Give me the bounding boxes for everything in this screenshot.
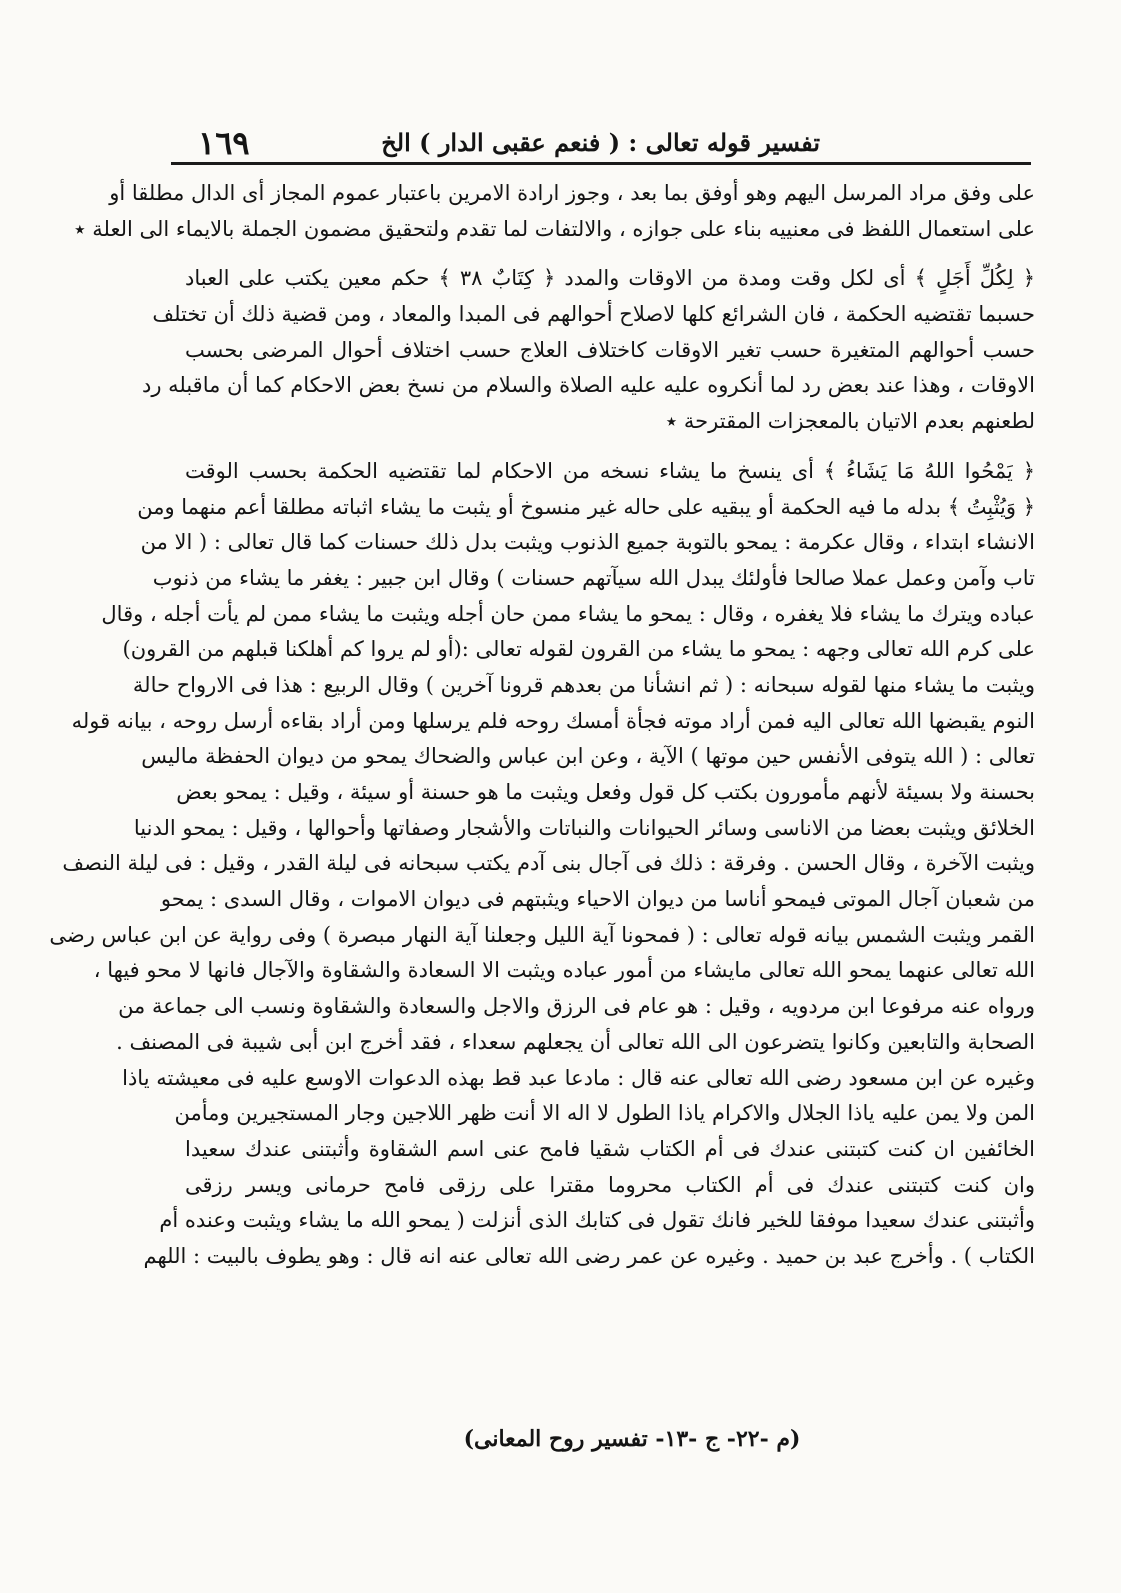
text-line: الخائفين ان كنت كتبتنى عندك فى أم الكتاب شقيا فامح عنى اسم الشقاوة وأثبتنى عندك سعيدا	[185, 1136, 1035, 1161]
text-line: الاوقات ، وهذا عند بعض رد لما أنكروه عليه عليه الصلاة والسلام من نسخ بعض الاحكام كما أن ماقبله رد	[141, 373, 1035, 398]
text-line: الانشاء ابتداء ، وقال عكرمة : يمحو بالتوبة جميع الذنوب ويثبت بدل ذلك حسنات كما قال تعالى : ( الا من	[140, 530, 1035, 555]
header-rule	[171, 162, 1031, 165]
text-line: حسب أحوالهم المتغيرة حسب تغير الاوقات كاختلاف العلاج حسب اختلاف أحوال المرضى بحسب	[185, 337, 1035, 362]
text-line: ﴿ يَمْحُوا اللهُ مَا يَشَاءُ ﴾ أى ينسخ ما يشاء نسخه من الاحكام لما تقتضيه الحكمة بحسب الوقت	[185, 458, 1035, 483]
text-line: وأثبتنى عندك سعيدا موفقا للخير فانك تقول فى كتابك الذى أنزلت ( يمحو الله ما يشاء ويثبت وعنده أم	[159, 1208, 1035, 1233]
text-line: القمر ويثبت الشمس بيانه قوله تعالى : ( فمحونا آية الليل وجعلنا آية النهار مبصرة ) وفى رواية عن ابن عباس رضى	[49, 922, 1035, 947]
running-header	[168, 112, 1030, 162]
text-line: وغيره عن ابن مسعود رضى الله تعالى عنه قال : مادعا عبد قط بهذه الدعوات الاوسع عليه فى معيشته ياذا	[122, 1065, 1035, 1090]
text-line: الخلائق ويثبت بعضا من الاناسى وسائر الحيوانات والنباتات والأشجار وصفاتها وأحوالها ، وقيل : يمحو الدنيا	[133, 815, 1035, 840]
text-line: بحسنة ولا بسيئة لأنهم مأمورون بكتب كل قول وفعل ويثبت ما هو حسنة أو سيئة ، وقيل : يمحو بعض	[176, 780, 1035, 804]
text-line: حسبما تقتضيه الحكمة ، فان الشرائع كلها لاصلاح أحوالهم فى المبدا والمعاد ، ومن قضية ذلك أن تختلف	[152, 302, 1035, 327]
text-line: تعالى : ( الله يتوفى الأنفس حين موتها ) الآية ، وعن ابن عباس والضحاك يمحو من ديوان الحفظة ماليس	[141, 744, 1035, 769]
text-line: ﴿ وَيُثْبِتُ ﴾ بدله ما فيه الحكمة أو يبقيه على حاله غير منسوخ أو يثبت ما يشاء اثباته مطلقا أعم منهما ومن	[137, 494, 1035, 519]
text-line: على استعمال اللفظ فى معنييه بناء على جوازه ، والالتفات لما تقدم ولتحقيق مضمون الجملة بالايماء الى العلة ٭	[74, 216, 1035, 241]
text-line: تاب وآمن وعمل عملا صالحا فأولئك يبدل الله سيآتهم حسنات ) وقال ابن جبير : يغفر ما يشاء من ذنوب	[152, 565, 1035, 590]
text-line: ويثبت ما يشاء منها لقوله سبحانه : ( ثم انشأنا من بعدهم قرونا آخرين ) وقال الربيع : هذا فى الارواح حالة	[132, 672, 1035, 697]
signature-mark: (م -٢٢- ج -١٣- تفسير روح المعانى)	[463, 1426, 801, 1452]
text-line: على وفق مراد المرسل اليهم وهو أوفق بما بعد ، وجوز ارادة الامرين باعتبار عموم المجاز أى الدال مطلقا أو	[109, 181, 1035, 205]
text-line: الله تعالى عنهما يمحو الله تعالى مايشاء من أمور عباده ويثبت الا السعادة والشقاوة والآجال فانها لا محو فيها ،	[93, 958, 1035, 983]
text-line: عباده ويترك ما يشاء فلا يغفره ، وقال : يمحو ما يشاء ممن حان أجله ويثبت ما يشاء ممن لم يأت أجله ، وقال	[101, 601, 1035, 626]
text-line: النوم يقبضها الله تعالى اليه فمن أراد موته فجأة أمسك روحه فلم يرسلها ومن أراد بقاءه أرسل روحه ، بيانه قوله	[71, 708, 1035, 733]
paragraph-gap	[185, 440, 1035, 454]
text-line: لطعنهم بعدم الاتيان بالمعجزات المقترحة ٭	[665, 409, 1035, 434]
page-number: ١٦٩	[198, 124, 250, 162]
text-line: ﴿ لِكُلِّ أَجَلٍ ﴾ أى لكل وقت ومدة من الاوقات والمدد ﴿ كِتَابٌ ٣٨ ﴾ حكم معين يكتب على العباد	[185, 266, 1036, 291]
text-line: ورواه عنه مرفوعا ابن مردويه ، وقيل : هو عام فى الرزق والاجل والسعادة والشقاوة ونسب الى جماعة من	[118, 994, 1035, 1019]
header-title: تفسير قوله تعالى : ( فنعم عقبى الدار ) الخ	[381, 128, 820, 157]
text-line: الكتاب ) . وأخرج عبد بن حميد . وغيره عن عمر رضى الله تعالى عنه انه قال : وهو يطوف بالبيت : اللهم	[143, 1243, 1035, 1268]
body-text	[49, 176, 1036, 1275]
text-line: على كرم الله تعالى وجهه : يمحو ما يشاء من القرون لقوله تعالى :(أو لم يروا كم أهلكنا قبلهم من القرون)	[122, 637, 1035, 662]
text-line: من شعبان آجال الموتى فيمحو أناسا من ديوان الاحياء ويثبتهم فى ديوان الاموات ، وقال السدى : يمحو	[160, 887, 1035, 912]
text-line: وان كنت كتبتنى عندك فى أم الكتاب محروما مقترا على رزقى فامح حرمانى ويسر رزقى	[185, 1172, 1035, 1197]
text-line: المن ولا يمن عليه ياذا الجلال والاكرام ياذا الطول لا اله الا أنت ظهر اللاجين وجار المستجيرين ومأمن	[174, 1101, 1035, 1126]
text-line: الصحابة والتابعين وكانوا يتضرعون الى الله تعالى أن يجعلهم سعداء ، فقد أخرج ابن أبى شيبة فى المصنف .	[116, 1029, 1035, 1054]
paragraph-gap	[185, 247, 1035, 261]
text-line: ويثبت الآخرة ، وقال الحسن . وفرقة : ذلك فى آجال بنى آدم يكتب سبحانه فى ليلة القدر ، وقيل : فى ليلة النصف	[62, 851, 1035, 876]
